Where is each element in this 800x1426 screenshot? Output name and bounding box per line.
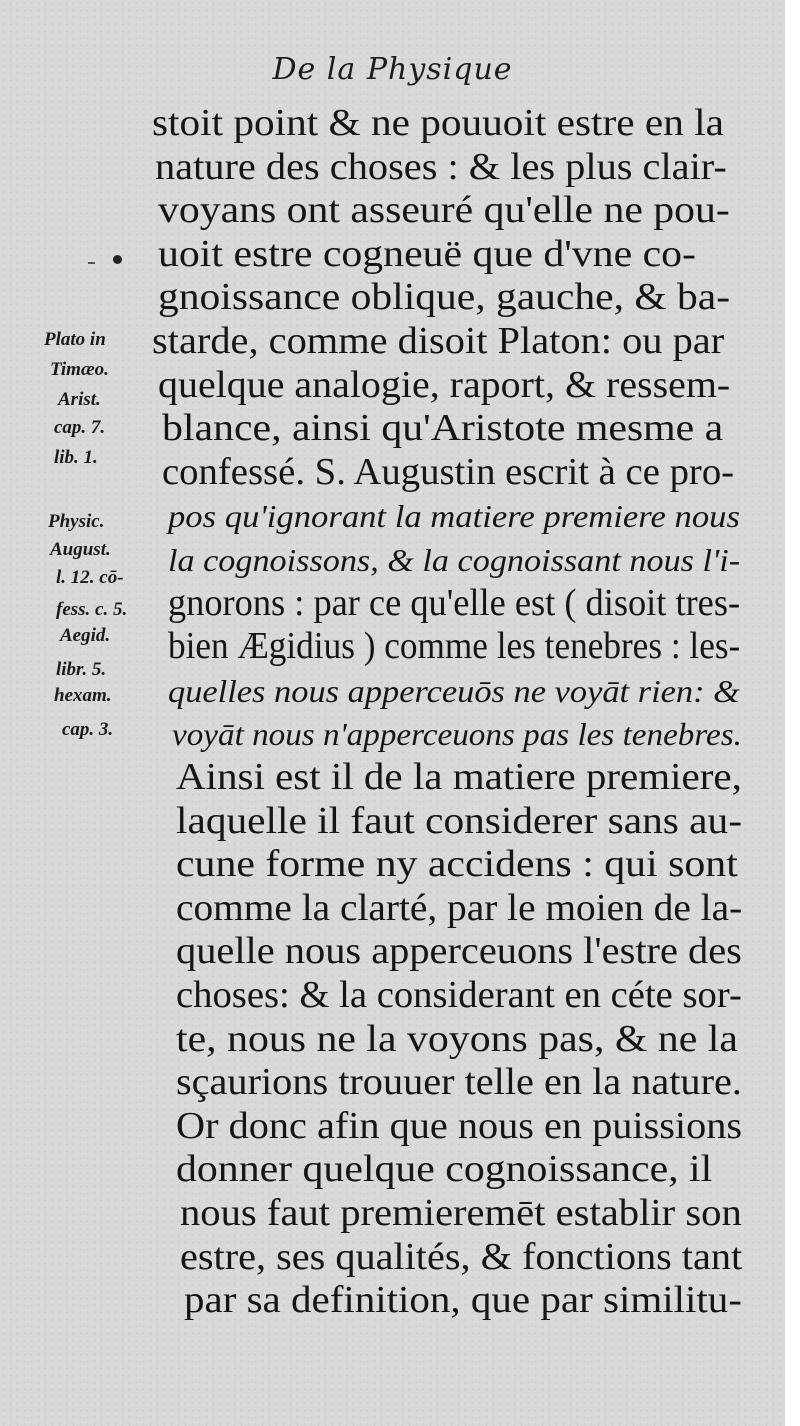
margin-note: Arist.	[58, 389, 101, 410]
margin-dot-mark	[113, 255, 122, 264]
text-line: te, nous ne la voyons pas, & ne la	[176, 1017, 738, 1060]
margin-note: Aegid.	[60, 625, 111, 646]
text-line: estre, ses qualités, & fonctions tant	[180, 1235, 743, 1278]
running-head: De la Physique	[272, 52, 513, 87]
text-line: choses: & la considerant en céte sor-	[176, 974, 742, 1016]
text-line: Ainsi est il de la matiere premiere,	[176, 756, 742, 798]
margin-note: fess. c. 5.	[56, 599, 128, 620]
text-line: par sa definition, que par similitu-	[184, 1279, 742, 1322]
text-line: cune forme ny accidens : qui sont	[176, 843, 738, 886]
margin-note: l. 12. cō-	[56, 567, 124, 588]
text-line: donner quelque cognoissance, il	[176, 1148, 713, 1191]
margin-note: lib. 1.	[54, 447, 98, 468]
text-line: confessé. S. Augustin escrit à ce pro-	[162, 450, 735, 493]
margin-note: August.	[50, 539, 111, 560]
text-line: nous faut premieremēt establir son	[180, 1192, 742, 1234]
text-line: quelles nous apperceuōs ne voyāt rien: &	[168, 672, 740, 709]
text-line: stoit point & ne pouuoit estre en la	[152, 102, 724, 144]
margin-note: hexam.	[54, 685, 112, 706]
text-line: sçaurions trouuer telle en la nature.	[176, 1061, 742, 1104]
text-line: starde, comme disoit Platon: ou par	[152, 320, 725, 362]
margin-note: Plato in	[44, 329, 106, 350]
text-line: pos qu'ignorant la matiere premiere nous	[168, 498, 740, 535]
text-line: gnorons : par ce qu'elle est ( disoit tres-	[168, 581, 741, 624]
text-line: blance, ainsi qu'Aristote mesme a	[162, 407, 724, 450]
margin-dash-mark	[88, 262, 95, 264]
margin-note: libr. 5.	[56, 659, 107, 680]
text-line: voyans ont asseuré qu'elle ne pou-	[158, 189, 730, 232]
text-line: uoit estre cogneuë que d'vne co-	[158, 232, 696, 275]
text-line: nature des choses : & les plus clair-	[155, 145, 727, 188]
text-line: laquelle il faut considerer sans au-	[176, 799, 742, 842]
text-line: Or donc afin que nous en puissions	[176, 1104, 743, 1147]
margin-note: Physic.	[48, 511, 105, 532]
text-line: voyāt nous n'apperceuons pas les tenebres.	[172, 716, 742, 753]
margin-note: Timæo.	[50, 359, 109, 380]
text-line: quelle nous apperceuons l'estre des	[176, 930, 742, 973]
margin-note: cap. 7.	[54, 417, 106, 438]
text-line: bien Ægidius ) comme les tenebres : les-	[168, 625, 741, 668]
text-line: gnoissance oblique, gauche, & ba-	[158, 276, 731, 319]
page-edge	[785, 0, 800, 1426]
text-line: quelque analogie, raport, & ressem-	[158, 363, 731, 406]
text-line: la cognoissons, & la cognoissant nous l'i-	[168, 542, 741, 578]
margin-note: cap. 3.	[62, 719, 114, 740]
text-line: comme la clarté, par le moien de la-	[176, 886, 743, 929]
